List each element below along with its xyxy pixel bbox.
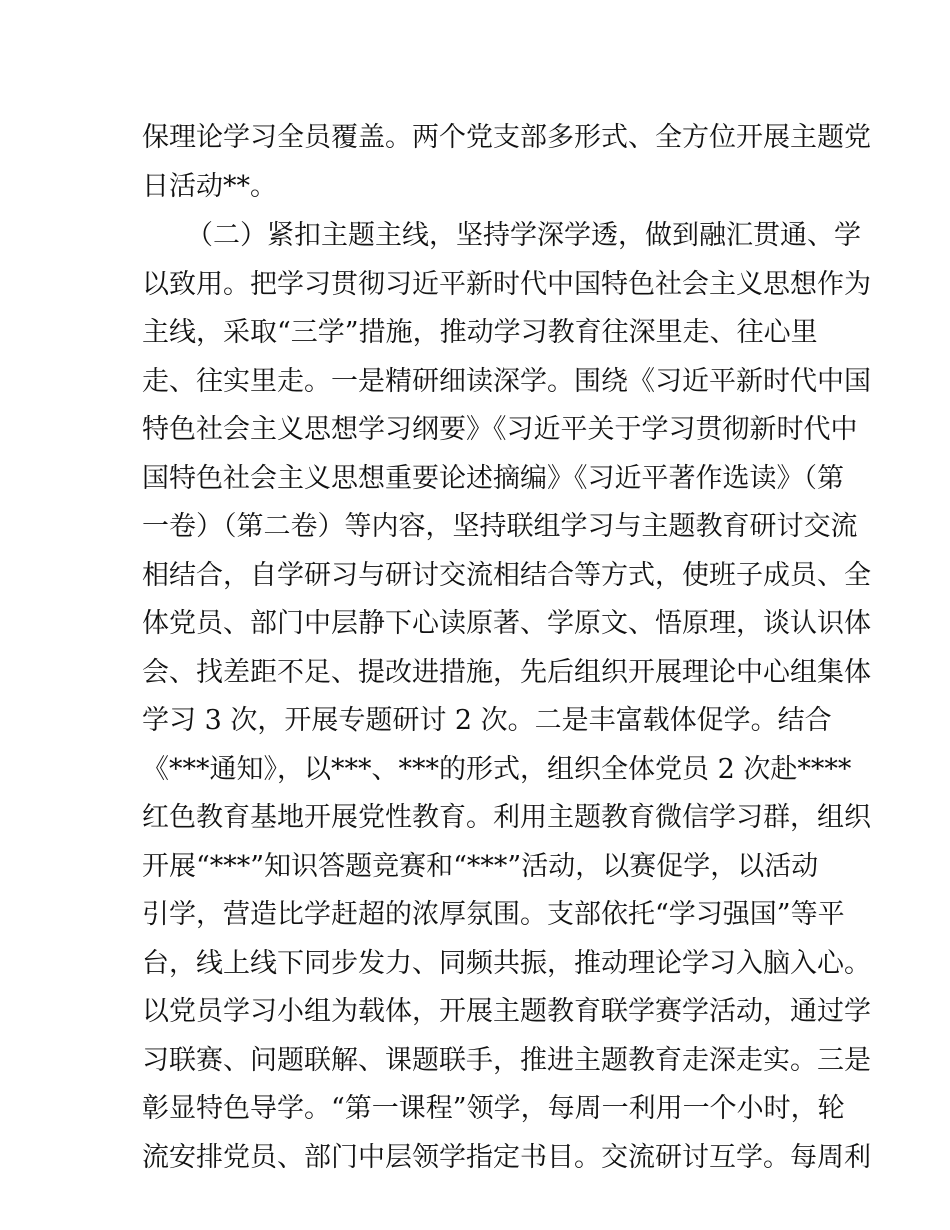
text-line: 习联赛、问题联解、课题联手，推进主题教育走深走实。三是 [142, 1044, 871, 1076]
paragraph-2 [142, 212, 871, 1182]
text-line: 红色教育基地开展党性教育。利用主题教育微信学习群，组织 [142, 802, 871, 833]
text-line: 台，线上线下同步发力、同频共振，推动理论学习入脑入心。 [142, 947, 871, 979]
text-line: 特色社会主义思想学习纲要》《习近平关于学习贯彻新时代中 [142, 414, 858, 445]
text-line: （二）紧扣主题主线，坚持学深学透，做到融汇贯通、学 [186, 220, 861, 251]
text-line: 以致用。把学习贯彻习近平新时代中国特色社会主义思想作为 [142, 268, 871, 300]
text-line: 主线，采取“三学”措施，推动学习教育往深里走、往心里 [142, 317, 818, 348]
text-line: 体党员、部门中层静下心读原著、学原文、悟原理，谈认识体 [142, 608, 871, 639]
text-line: 国特色社会主义思想重要论述摘编》《习近平著作选读》（第 [142, 462, 844, 494]
text-line: 会、找差距不足、提改进措施，先后组织开展理论中心组集体 [142, 656, 871, 688]
text-line: 一卷）（第二卷）等内容，坚持联组学习与主题教育研讨交流 [142, 511, 858, 542]
text-line: 流安排党员、部门中层领学指定书目。交流研讨互学。每周利 [142, 1141, 871, 1173]
text-line: 保理论学习全员覆盖。两个党支部多形式、全方位开展主题党 [142, 122, 871, 153]
text-line: 彰显特色导学。“第一课程”领学，每周一利用一个小时，轮 [142, 1093, 845, 1124]
paragraph-1 [142, 114, 871, 211]
text-line: 《***通知》，以***、***的形式，组织全体党员 2 次赴**** [142, 753, 852, 785]
text-line: 引学，营造比学赶超的浓厚氛围。支部依托“学习强国”等平 [142, 899, 845, 930]
text-line: 相结合，自学研习与研讨交流相结合等方式，使班子成员、全 [142, 559, 871, 591]
text-line: 开展“***”知识答题竞赛和“***”活动，以赛促学，以活动 [142, 850, 819, 882]
text-line: 走、往实里走。一是精研细读深学。围绕《习近平新时代中国 [142, 365, 871, 397]
text-line: 以党员学习小组为载体，开展主题教育联学赛学活动，通过学 [142, 996, 871, 1027]
text-line: 学习 3 次，开展专题研讨 2 次。二是丰富载体促学。结合 [142, 705, 832, 736]
text-line: 日活动**。 [142, 170, 277, 202]
